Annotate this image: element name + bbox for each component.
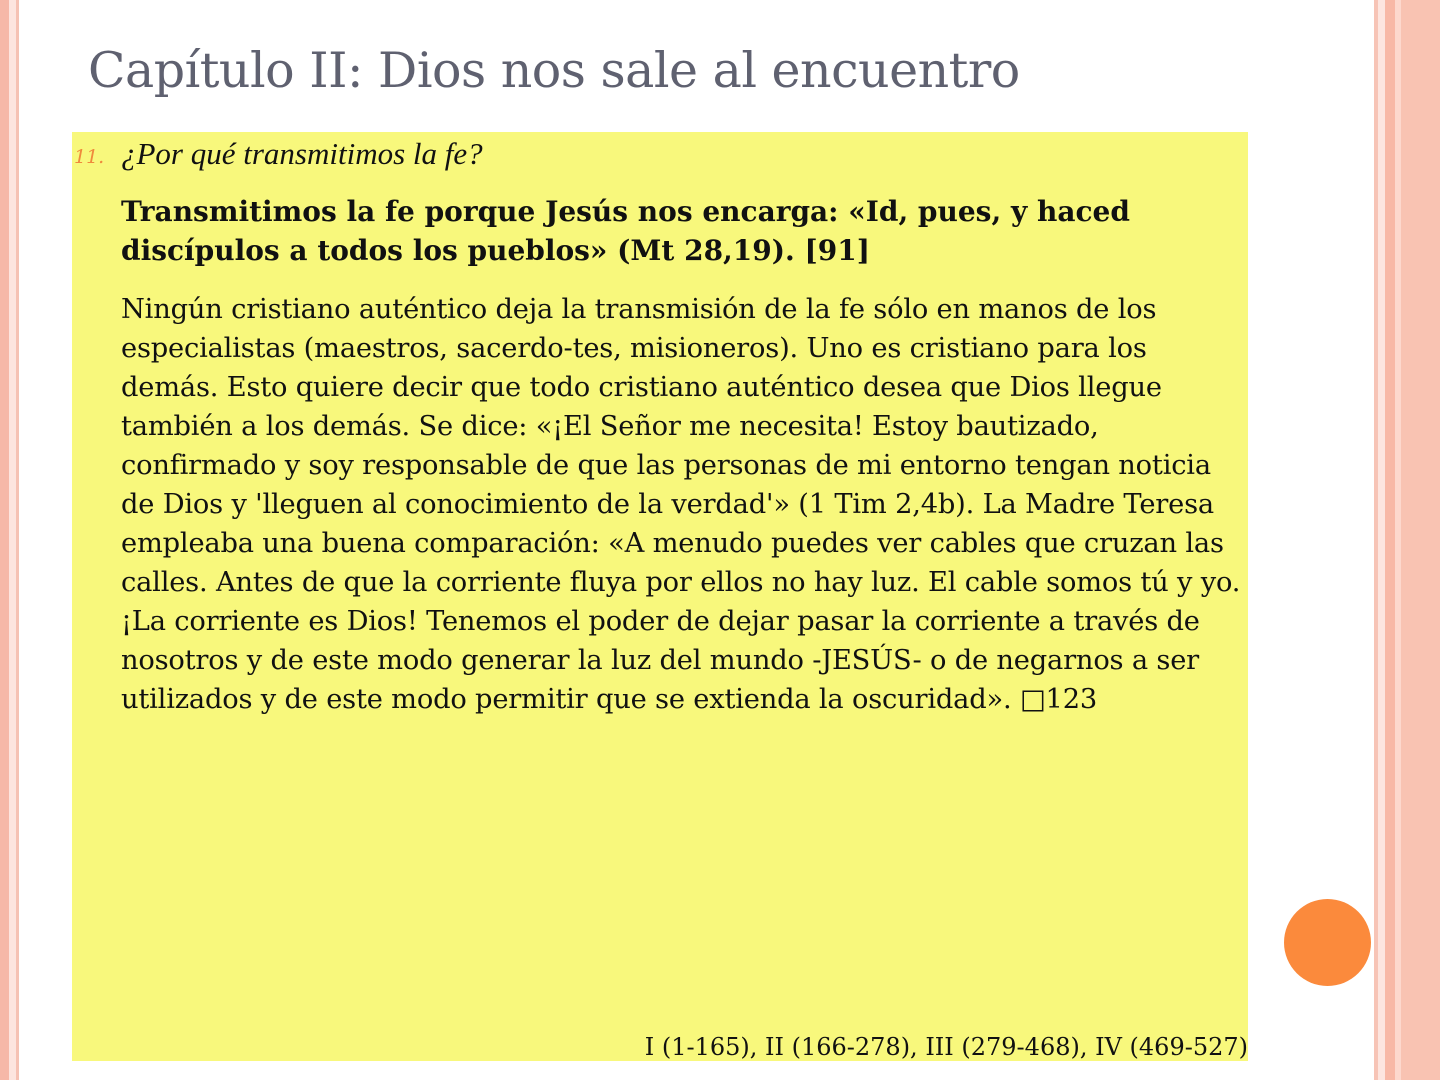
slide-title: Capítulo II: Dios nos sale al encuentro bbox=[88, 42, 1020, 99]
orange-circle-decoration bbox=[1284, 899, 1371, 986]
left-decorative-stripe-gap bbox=[9, 0, 16, 1080]
footer-reference: I (1-165), II (166-278), III (279-468), IV (469-527) bbox=[644, 1033, 1248, 1061]
explanation-text: Ningún cristiano auténtico deja la transmisión de la fe sólo en manos de los especialistas (maestros, sacerdo-tes, misioneros). Uno es cristiano para los demás. Esto quiere decir que todo cristiano auténtico desea que Dios llegue también a los demás. Se dice: «¡El Señor me necesita! Estoy bautizado, confirmado y soy responsable de que las personas de mi entorno tengan noticia de Dios y 'lleguen al conocimiento de la verdad'» (1 Tim 2,4b). La Madre Teresa empleaba una buena comparación: «A menudo puedes ver cables que cruzan las calles. Antes de que la corriente fluya por ellos no hay luz. El cable somos tú y yo. ¡La corriente es Dios! Tenemos el poder de dejar pasar la corriente a través de nosotros y de este modo generar la luz del mundo -JESÚS- o de negarnos a ser utilizados y de este modo permitir que se extienda la oscuridad». □123 bbox=[121, 294, 1241, 715]
right-decorative-stripe-2 bbox=[1378, 0, 1385, 1080]
question-text: ¿Por qué transmitimos la fe? bbox=[121, 136, 483, 171]
answer-text: Transmitimos la fe porque Jesús nos encarga: «Id, pues, y haced discípulos a todos los pueblos» (Mt 28,19). [91] bbox=[121, 195, 1130, 267]
right-decorative-stripe-5 bbox=[1401, 0, 1440, 1080]
right-decorative-stripe-3 bbox=[1385, 0, 1395, 1080]
item-number: 11. bbox=[74, 146, 105, 168]
content-box bbox=[72, 132, 1248, 1061]
left-decorative-stripe-inner bbox=[16, 0, 19, 1080]
left-decorative-stripe bbox=[0, 0, 9, 1080]
